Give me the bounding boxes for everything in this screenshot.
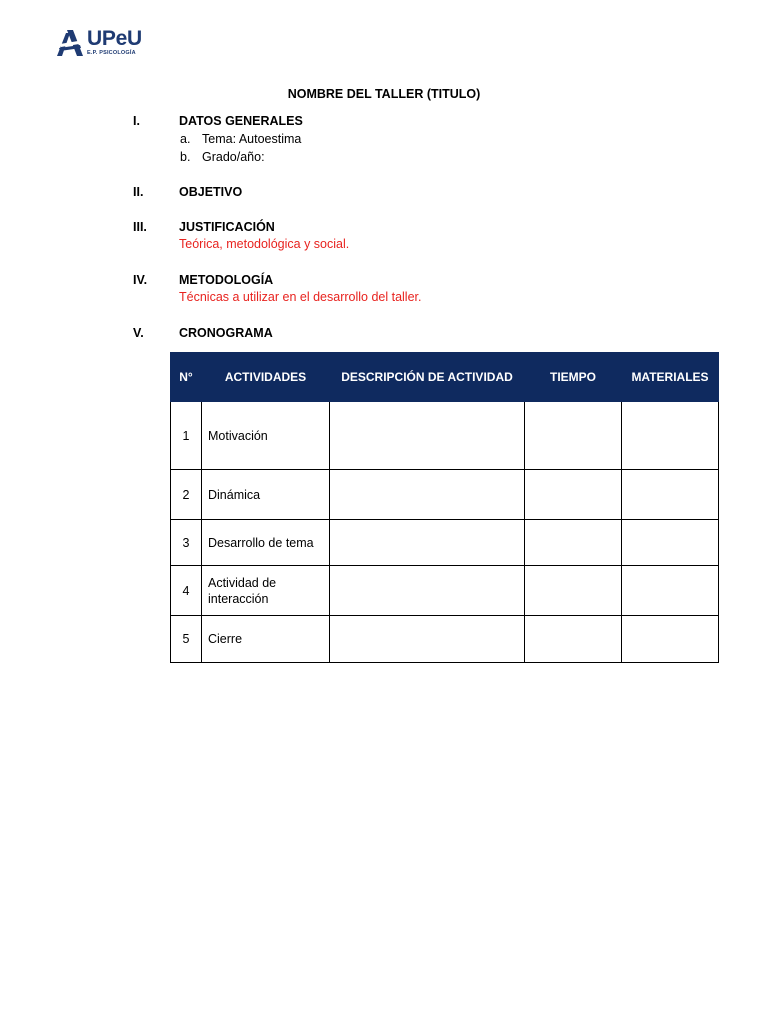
col-header-time: TIEMPO — [525, 353, 622, 402]
row-description-cell[interactable] — [330, 520, 525, 566]
row-description-cell[interactable] — [330, 470, 525, 520]
section-5-number: V. — [133, 326, 144, 340]
col-header-materials: MATERIALES — [622, 353, 719, 402]
row-materials-cell[interactable] — [622, 616, 719, 663]
datos-item-b-text: Grado/año: — [202, 150, 265, 164]
table-row — [171, 470, 719, 520]
section-2-number: II. — [133, 185, 144, 199]
section-3-heading: JUSTIFICACIÓN — [179, 220, 275, 234]
row-time-cell[interactable] — [525, 402, 622, 470]
table-header-row — [171, 353, 719, 402]
table-row — [171, 566, 719, 616]
row-activity: Actividad de interacción — [202, 566, 330, 616]
row-description-cell[interactable] — [330, 566, 525, 616]
upeu-logo — [57, 28, 142, 57]
section-1-heading: DATOS GENERALES — [179, 114, 303, 128]
row-number: 4 — [171, 566, 202, 616]
section-4-number: IV. — [133, 273, 148, 287]
row-time-cell[interactable] — [525, 470, 622, 520]
row-description-cell[interactable] — [330, 402, 525, 470]
datos-item-a-marker: a. — [180, 132, 191, 146]
col-header-description: DESCRIPCIÓN DE ACTIVIDAD — [330, 353, 525, 402]
section-4-note: Técnicas a utilizar en el desarrollo del taller. — [179, 290, 422, 304]
row-materials-cell[interactable] — [622, 402, 719, 470]
table-row — [171, 520, 719, 566]
datos-item-a-text: Tema: Autoestima — [202, 132, 302, 146]
cronograma-table — [170, 352, 719, 663]
row-time-cell[interactable] — [525, 616, 622, 663]
upeu-logo-icon — [57, 29, 83, 57]
row-description-cell[interactable] — [330, 616, 525, 663]
row-activity: Cierre — [202, 616, 330, 663]
section-3-number: III. — [133, 220, 147, 234]
col-header-activities: ACTIVIDADES — [202, 353, 330, 402]
row-number: 5 — [171, 616, 202, 663]
section-1-number: I. — [133, 114, 140, 128]
row-time-cell[interactable] — [525, 566, 622, 616]
document-title: NOMBRE DEL TALLER (TITULO) — [287, 87, 481, 101]
row-materials-cell[interactable] — [622, 470, 719, 520]
section-4-heading: METODOLOGÍA — [179, 273, 274, 287]
logo-name: UPeU — [87, 27, 142, 50]
table-row — [171, 402, 719, 470]
section-3-note: Teórica, metodológica y social. — [179, 237, 350, 251]
row-time-cell[interactable] — [525, 520, 622, 566]
row-materials-cell[interactable] — [622, 520, 719, 566]
table-row — [171, 616, 719, 663]
row-activity: Dinámica — [202, 470, 330, 520]
row-number: 1 — [171, 402, 202, 470]
section-5-heading: CRONOGRAMA — [179, 326, 273, 340]
row-activity: Motivación — [202, 402, 330, 470]
logo-subtitle: E.P. PSICOLOGÍA — [87, 50, 136, 56]
row-materials-cell[interactable] — [622, 566, 719, 616]
row-activity: Desarrollo de tema — [202, 520, 330, 566]
row-number: 2 — [171, 470, 202, 520]
col-header-number: N° — [171, 353, 202, 402]
section-2-heading: OBJETIVO — [179, 185, 243, 199]
row-number: 3 — [171, 520, 202, 566]
datos-item-b-marker: b. — [180, 150, 191, 164]
